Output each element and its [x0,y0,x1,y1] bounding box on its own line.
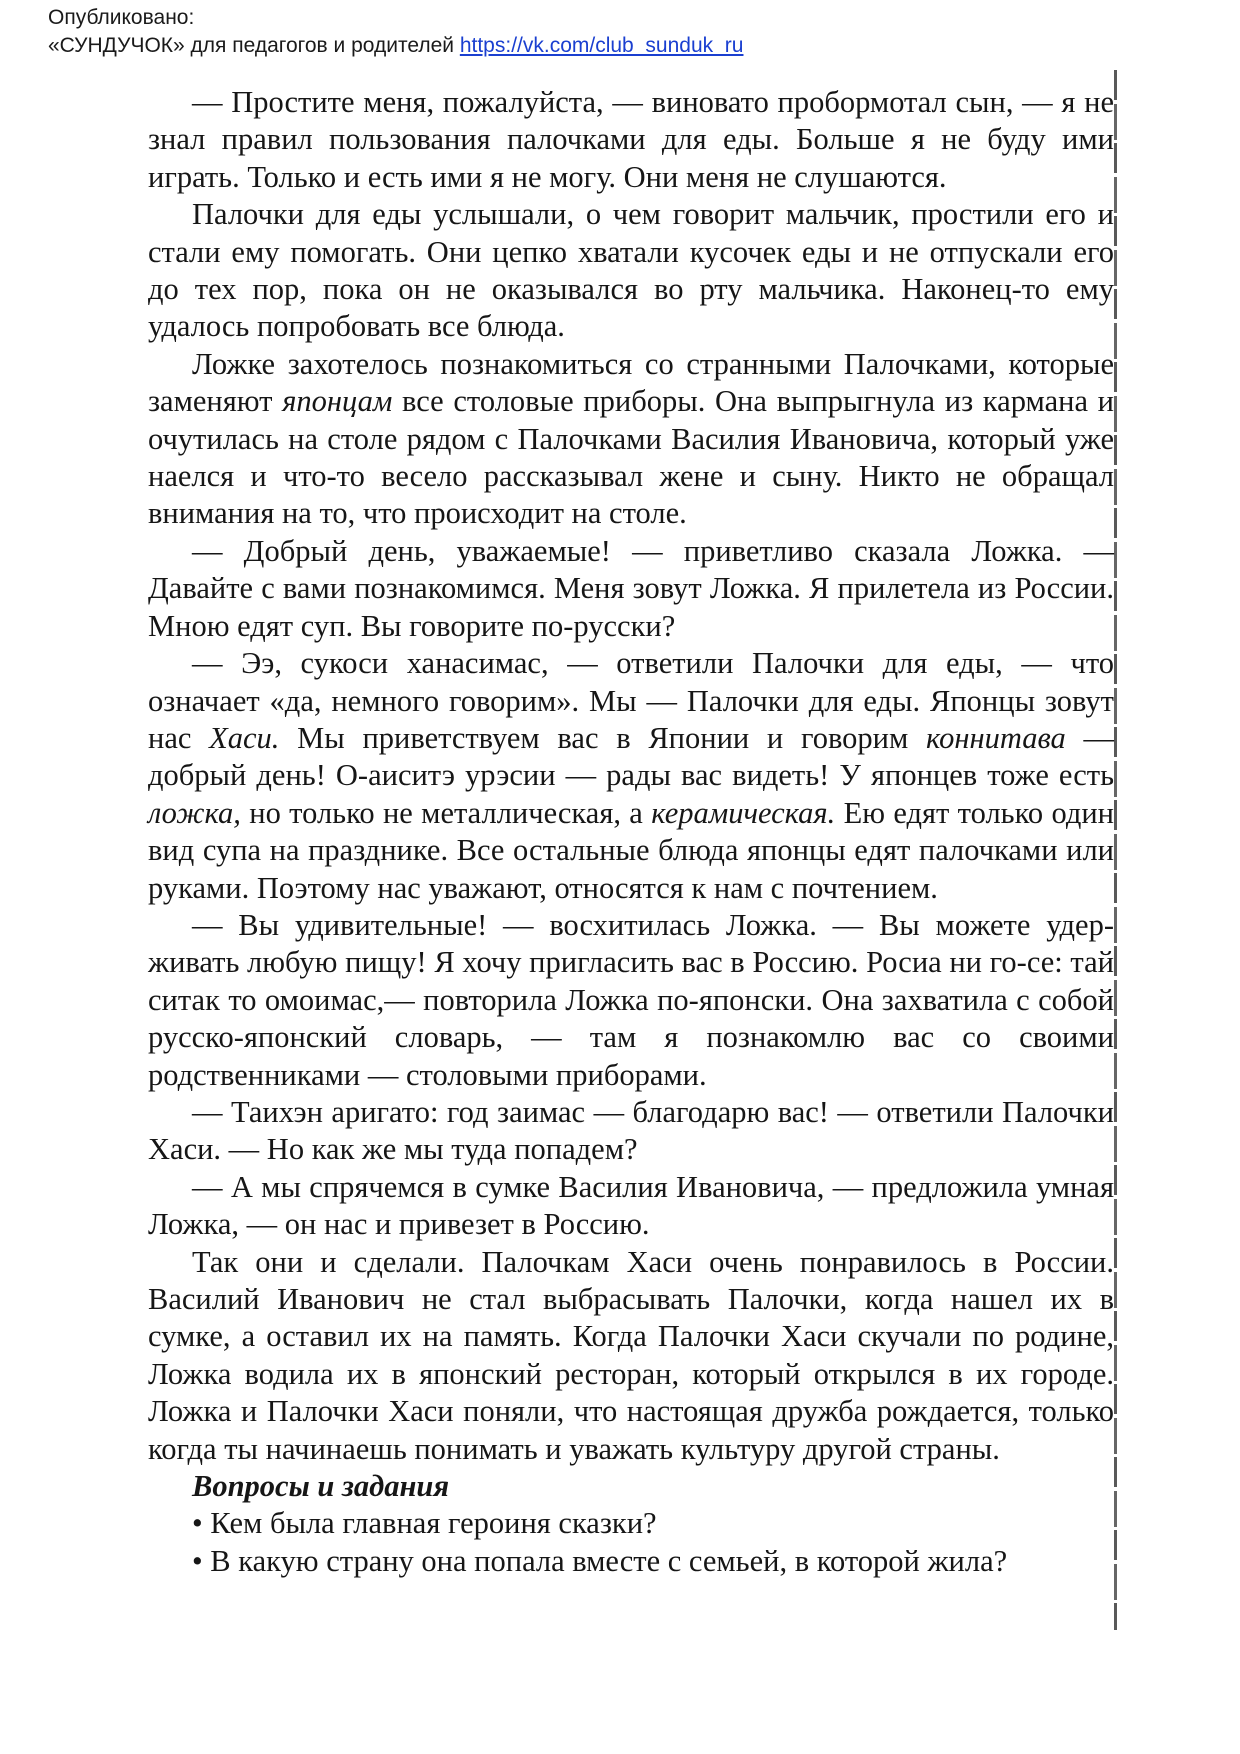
paragraph [148,346,1114,533]
question-item: • Кем была главная героиня сказки? [192,1506,657,1541]
italic-term: японцам [282,384,393,419]
paragraph: — Вы удивительные! — восхитилась Ложка. — Вы можете удерживать любую пищу! Я хочу пригласить вас в Россию. Росиа ни го-се: тай ситак то омоимас,— повторила Ложка по-японски. Она захватила с собой русско-японский словарь, — там я познакомлю вас со своими родственниками — столовыми приборами. [148,907,1114,1092]
header-source-text: «СУНДУЧОК» для педагогов и родителей [48,34,454,57]
text-run: все столовые приборы. Она выпрыгнула из кармана и очутилась на столе рядом с Палочками Василия Ивановича, который уже наелся и что-то весело рассказывал жене и сыну. Никто не обращал внимания на то, что происходит на столе. [148,384,1114,531]
paragraph: — Таихэн аригато: год заимас — благодарю вас! — ответили Палочки Хаси. — Но как же мы туда попадем? [148,1094,1114,1167]
italic-term: Хаси. [209,720,280,755]
text-run: Мы приветствуем вас в Японии и говорим [279,720,926,755]
text-run: — добрый день! О-аиситэ урэсии — рады вас видеть! У японцев тоже есть [148,720,1115,793]
paragraph: Так они и сделали. Палочкам Хаси очень понравилось в России. Василий Иванович не стал выбрасывать Палочки, когда нашел их в сумке, а оставил их на память. Когда Палочки Хаси скучали по родине, Ложка водила их в японский ресторан, который открылся в их городе. Ложка и Палочки Хаси поняли, что настоящая дружба рождается, только когда ты начинаешь понимать и уважать культуру другой страны. [148,1244,1114,1466]
paragraph: — А мы спрячемся в сумке Василия Ивановича, — предложила умная Ложка, — он нас и привезет в Россию. [148,1169,1114,1242]
text-run: Ложке захотелось познакомиться со странными Палочками, которые заменяют [148,346,1114,419]
text-run: Ею едят только один вид супа на празднике. Все остальные блюда японцы едят палочками или руками. Поэтому нас уважают, относятся к нам с почтением. [148,795,1114,905]
publication-header [48,4,743,60]
questions-heading: Вопросы и задания [192,1469,450,1504]
header-source-line [48,32,743,60]
paragraph: — Добрый день, уважаемые! — приветливо сказала Ложка. — Давайте с вами познакомимся. Меня зовут Ложка. Я прилетела из России. Мною едят суп. Вы говорите по-русски? [148,533,1114,643]
paragraph: — Простите меня, пожалуйста, — виновато пробормотал сын, — я не знал правил пользования палочками для еды. Больше я не буду ими играть. Только и есть ими я не могу. Они меня не слушаются. [148,85,1114,194]
italic-term: ложка, [148,795,241,830]
italic-term: керамическая. [651,795,836,830]
vk-club-link[interactable]: https://vk.com/club_sunduk_ru [459,34,744,57]
question-item: • В какую страну она попала вместе с семьей, в которой жила? [192,1543,1008,1578]
text-run: — Ээ, сукоси ханасимас, — ответили Палочки для еды, — что означает «да, немного говорим». Мы — Палочки для еды. Японцы зовут нас [148,646,1114,755]
paragraph [148,645,1114,907]
text-run: но только не металлическая, а [240,795,652,830]
scan-page-edge [1114,70,1117,1630]
story-page [148,84,1114,1580]
italic-term: коннитава [926,720,1066,755]
header-published-label: Опубликовано: [48,6,195,29]
paragraph: Палочки для еды услышали, о чем говорит мальчик, простили его и стали ему помогать. Они цепко хватали кусочек еды и не отпускали его до тех пор, пока он не оказывался во рту мальчика. Наконец-то ему удалось попробовать все блюда. [148,197,1114,344]
